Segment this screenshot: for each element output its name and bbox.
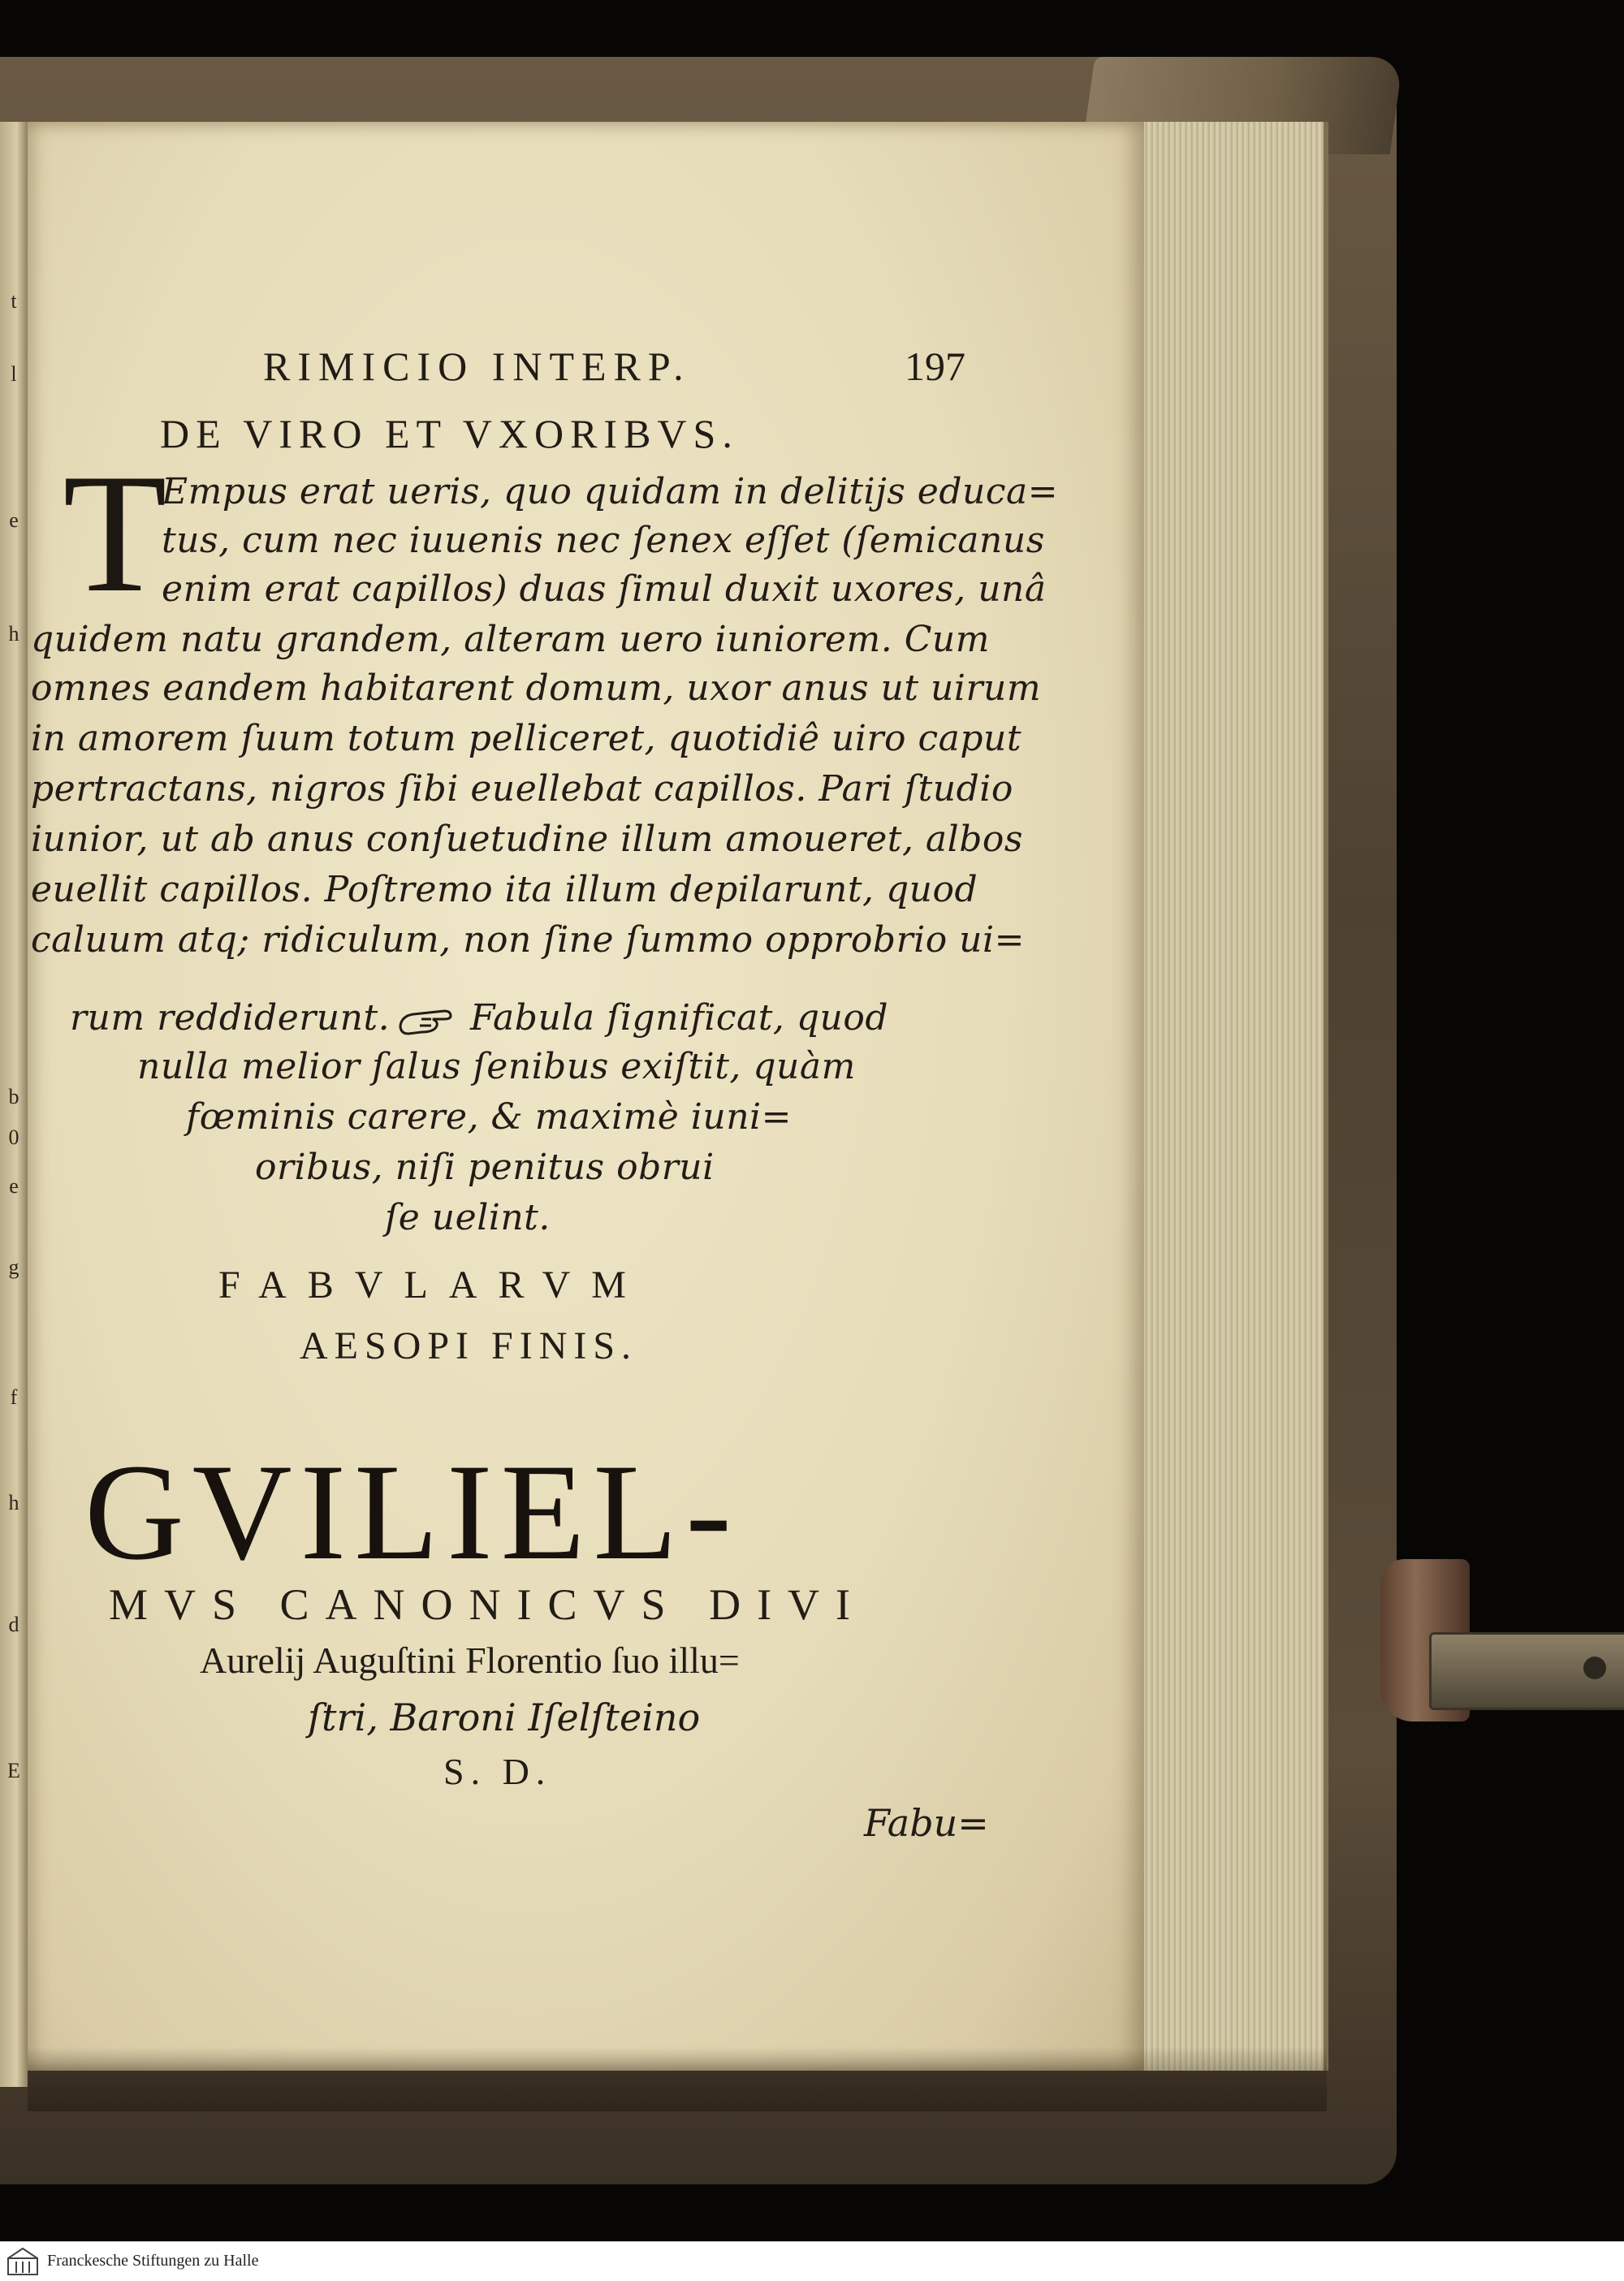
text-line: iunior, ut ab anus conſuetudine illum amoueret, albos: [31, 819, 1023, 860]
previous-page-letter: f: [10, 1385, 18, 1409]
text-line: caluum atq; ridiculum, non ſine ſummo opprobrio ui=: [31, 919, 1025, 961]
previous-page-letter: g: [8, 1255, 19, 1279]
book-page: [28, 122, 1144, 2071]
text-line: omnes eandem habitarent domum, uxor anus ut uirum: [31, 667, 1042, 709]
previous-page-letter: d: [8, 1613, 19, 1636]
dedication-line: ſtri, Baroni Iſelſteino: [308, 1696, 701, 1739]
running-head: RIMICIO INTERP.: [263, 343, 691, 389]
clasp-rivet: [1583, 1657, 1606, 1679]
previous-page-strip: [0, 122, 28, 2087]
previous-page-letter: E: [7, 1759, 20, 1782]
previous-page-letter: h: [8, 1491, 19, 1514]
finis-line-2: AESOPI FINIS.: [300, 1324, 638, 1367]
previous-page-letter: 0: [8, 1125, 19, 1149]
previous-page-letter: e: [9, 1174, 19, 1198]
dedication-salutation: S. D.: [443, 1751, 552, 1792]
moral-line: oribus, niſi penitus obrui: [255, 1147, 715, 1188]
catchword: Fabu=: [864, 1801, 989, 1845]
previous-page-letter: l: [11, 362, 17, 386]
text-line: tus, cum nec iuuenis nec ſenex eſſet (ſemicanus: [162, 520, 1045, 561]
finis-line-1: FABVLARVM: [218, 1264, 647, 1307]
page-number: 197: [905, 343, 965, 389]
manicule-icon: [397, 1001, 460, 1040]
moral-line: ſe uelint.: [385, 1197, 551, 1238]
dedication-line: Aurelij Auguſtini Florentio ſuo illu=: [200, 1639, 740, 1681]
previous-page-letter: t: [11, 289, 17, 313]
text-line: quidem natu grandem, alteram uero iuniorem. Cum: [31, 619, 990, 660]
section-subheading: MVS CANONICVS DIVI: [109, 1580, 867, 1629]
text-line: in amorem ſuum totum pelliceret, quotidiê uiro caput: [31, 718, 1022, 759]
page-edges: [1137, 122, 1328, 2071]
text-line: enim erat capillos) duas ſimul duxit uxores, unâ: [162, 568, 1047, 610]
moral-line: fœminis carere, & maximè iuni=: [186, 1096, 792, 1138]
text-line: euellit capillos. Poſtremo ita illum depilarunt, quod: [31, 869, 978, 910]
previous-page-letter: b: [8, 1085, 19, 1108]
fable-title: DE VIRO ET VXORIBVS.: [160, 411, 739, 456]
page-shadow: [28, 2046, 1327, 2111]
moral-line: nulla melior ſalus ſenibus exiſtit, quàm: [137, 1046, 856, 1087]
text-line: pertractans, nigros ſibi euellebat capillos. Pari ſtudio: [31, 768, 1013, 810]
library-logo-icon: [6, 2247, 39, 2276]
previous-page-letter: h: [8, 622, 19, 646]
section-heading: GVILIEL-: [84, 1436, 740, 1588]
text-line: Empus erat ueris, quo quidam in delitijs educa=: [162, 471, 1059, 512]
drop-cap: T: [63, 439, 167, 628]
moral-line: Fabula ſignificat, quod: [470, 997, 889, 1039]
footer-bar: [0, 2241, 1624, 2281]
text-line: rum reddiderunt.: [70, 997, 391, 1039]
previous-page-letter: e: [9, 508, 19, 532]
footer-institution[interactable]: Franckesche Stiftungen zu Halle: [47, 2252, 259, 2270]
